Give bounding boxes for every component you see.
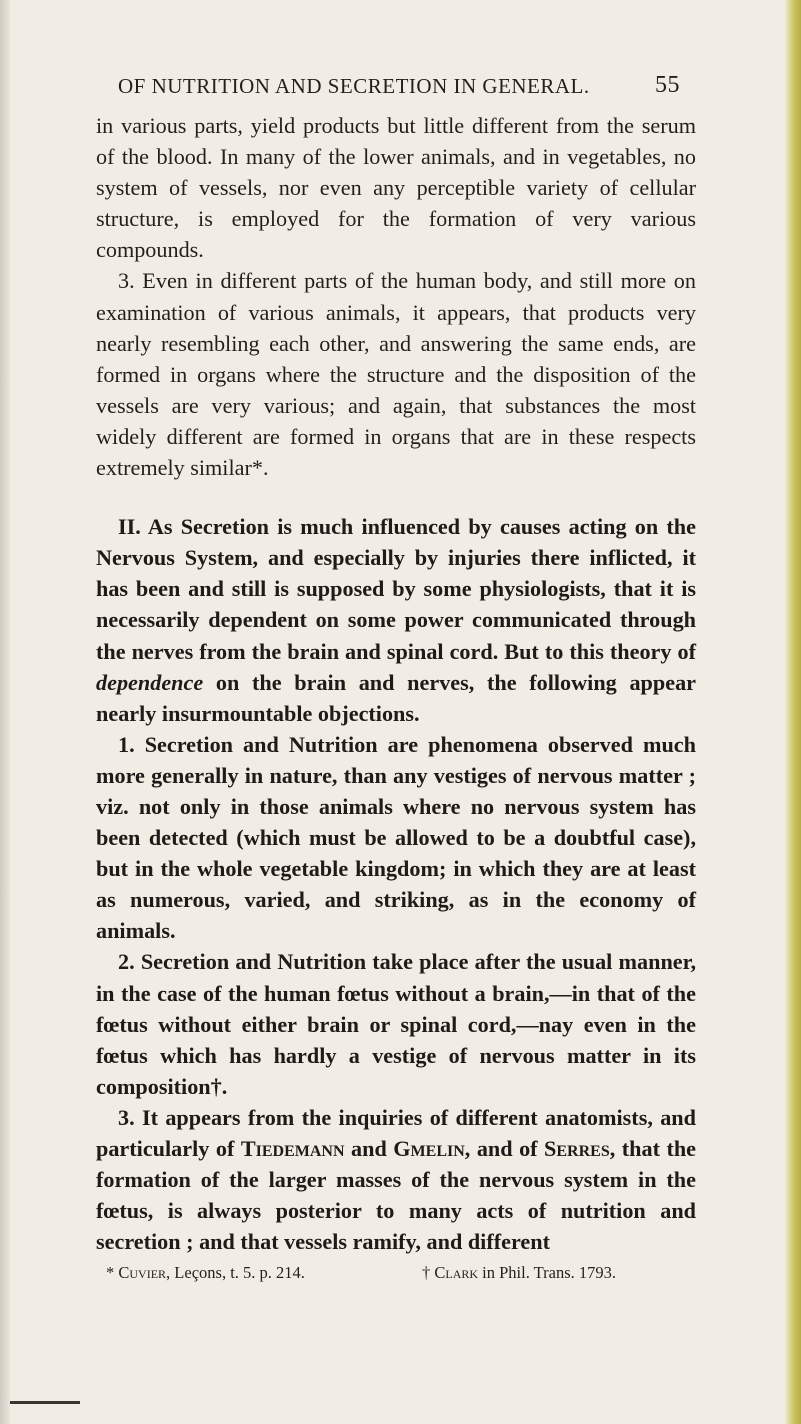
paragraph-continued: in various parts, yield products but little different from the serum of the blood. In many of the lower animals, and in vegetables, no system of vessels, nor even any perceptible variety of cellular structure, is employed for the formation of very various compounds. [96, 113, 696, 263]
footnote-2-author: Clark [434, 1263, 479, 1283]
footnote-2 [422, 1263, 616, 1283]
paragraph-objection-2: 2. Secretion and Nutrition take place after the usual manner, in the case of the human fœtus without a brain,—in that of the fœtus without either brain or spinal cord,—nay even in the fœtus which has hardly a vestige of nervous matter in its composition†. [96, 949, 696, 1099]
page-right-edge [785, 0, 801, 1424]
objection-3-text-a: 3. It appears from the inquiries of different anatomists, and particularly of [96, 1104, 696, 1161]
paragraph-point-3: 3. Even in different parts of the human body, and still more on examination of various animals, it appears, that products very nearly resembling each other, and answering the same ends, are formed in organs where the structure and the disposition of the vessels are very various; and again, that substances the most widely different are formed in organs that are in these respects extremely similar*. [96, 268, 696, 481]
section-ii-text: II. As Secretion is much influenced by causes acting on the Nervous System, and especially by injuries there inflicted, it has been and still is supposed by some physiologists, that it is necessarily dependent on some power communicated through the nerves from the brain and spinal cord. [96, 514, 696, 664]
running-head [96, 70, 696, 110]
emphasis-dependence: dependence [96, 669, 204, 695]
paragraph-objection-3 [96, 1102, 696, 1257]
objection-3-text-b: , that the formation of the larger masses of the nervous system in the fœtus, is always posterior to many acts of nutrition and secretion ; and that vessels ramify, and different [96, 1136, 697, 1255]
name-gmelin: Gmelin [393, 1136, 465, 1161]
name-serres: Serres [544, 1136, 610, 1161]
objection-1-text-b: not only in those animals where no nervous system has been detected (which must be allowed to be a doubtful case), but in the whole vegetable kingdom; in which they are at least as numerous, varied, and striking, as in the economy of animals. [96, 793, 696, 944]
section-ii-text-b: on the brain and nerves, the following appear nearly insurmountable objections. [96, 669, 697, 726]
objection-3-and: and [351, 1136, 387, 1161]
paragraph-section-ii [96, 511, 696, 729]
section-ii [96, 511, 696, 1257]
page-number: 55 [655, 72, 680, 98]
body-text [96, 110, 696, 1257]
viz-abbrev: viz. [96, 793, 129, 819]
footnote-1-mark: * [106, 1263, 115, 1283]
footnote-1-text: , Leçons, t. 5. p. 214. [166, 1263, 305, 1283]
running-head-title: OF NUTRITION AND SECRETION IN GENERAL. [118, 74, 590, 98]
footnote-1 [106, 1263, 305, 1283]
book-page [96, 70, 696, 1289]
objection-1-text-a: 1. Secretion and Nutrition are phenomena observed much more generally in nature, than any vestiges of nervous matter ; [96, 731, 696, 788]
paragraph-objection-1 [96, 729, 696, 947]
footnote-2-mark: † [422, 1263, 431, 1283]
footnote-1-author: Cuvier [118, 1263, 167, 1283]
page-edge-mark [10, 1401, 80, 1404]
section-ii-text-a: But to this theory of [504, 638, 696, 664]
footnote-2-text: in Phil. Trans. 1793. [482, 1263, 617, 1283]
name-tiedemann: Tiedemann [240, 1136, 345, 1161]
section-gap [96, 483, 696, 511]
objection-3-and-of: , and of [464, 1136, 538, 1161]
footnotes [96, 1259, 696, 1289]
page-left-edge [0, 0, 10, 1424]
